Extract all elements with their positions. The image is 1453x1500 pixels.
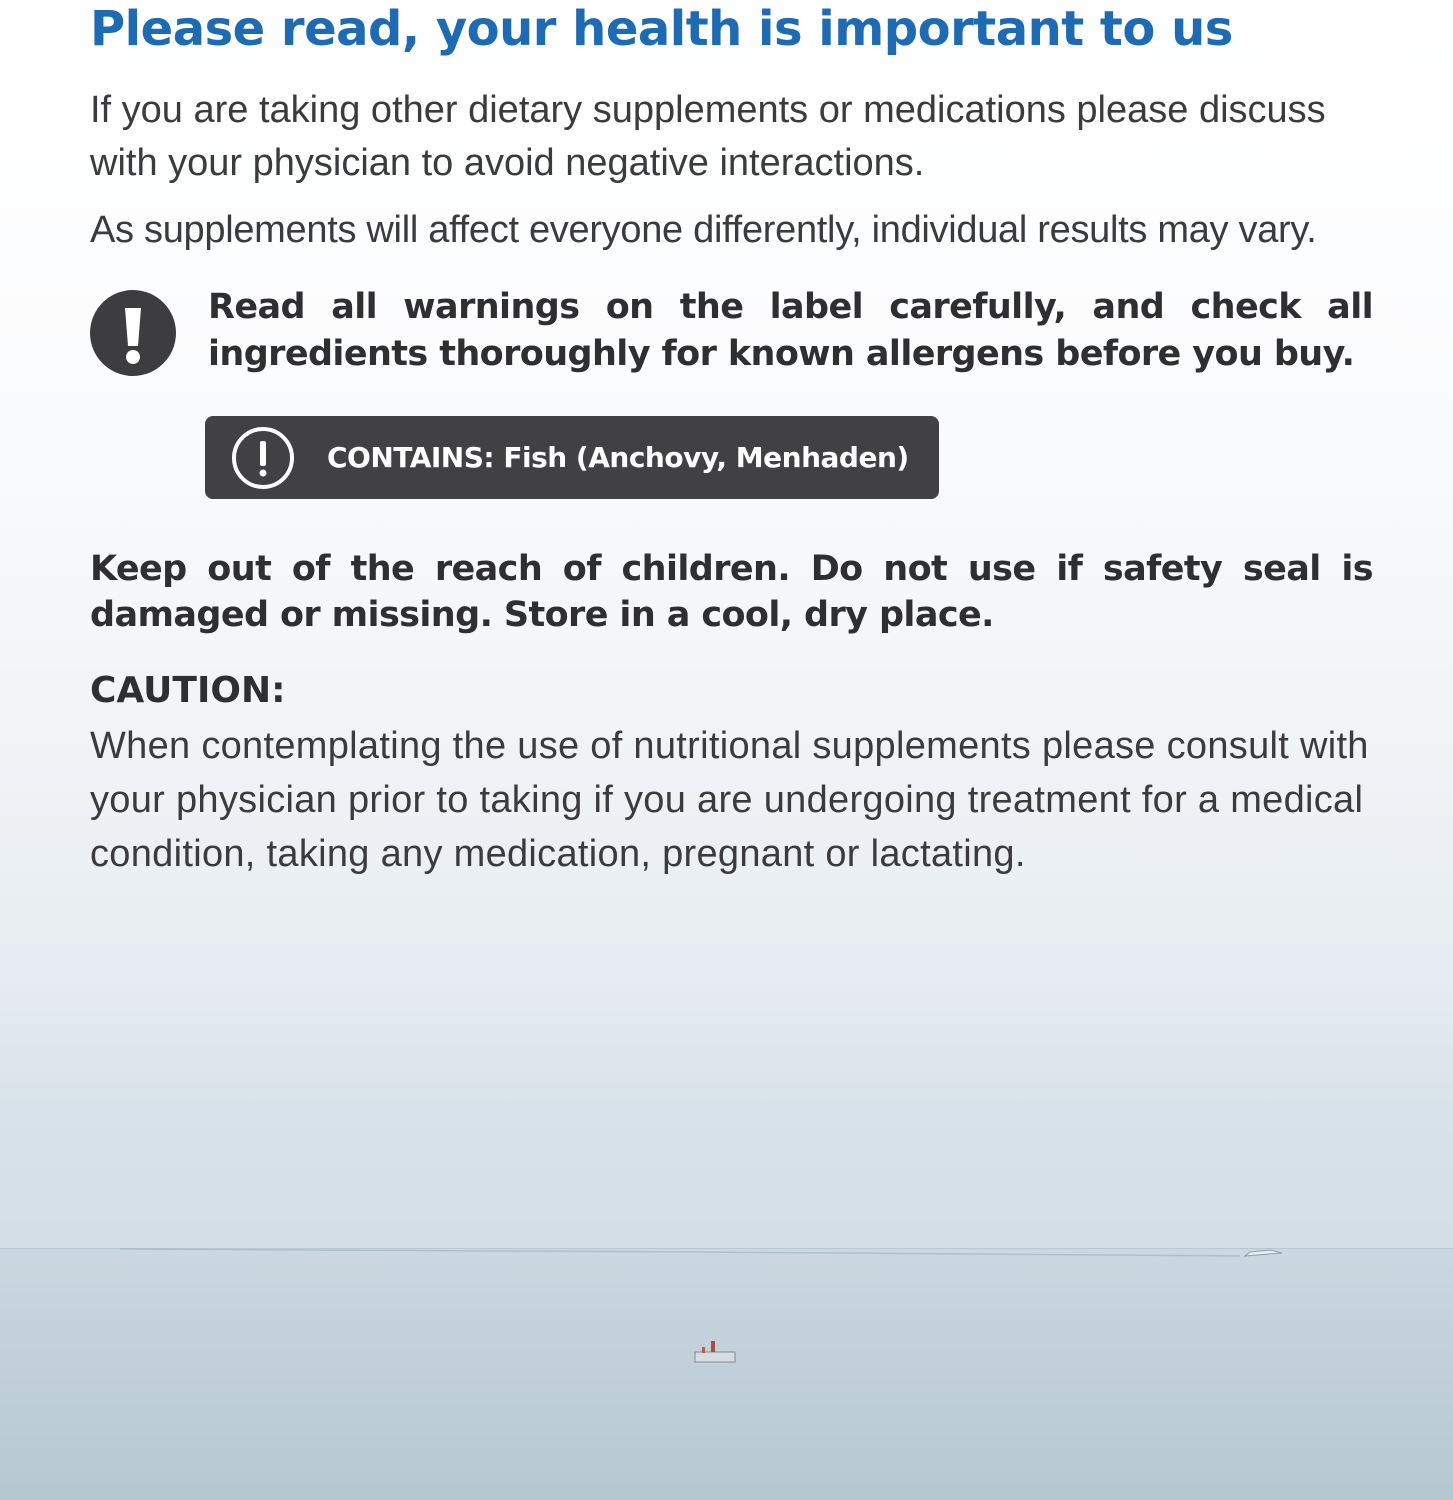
- exclamation-outline-circle-icon: [231, 426, 295, 490]
- allergen-badge: [205, 416, 939, 499]
- small-boat-shape: [695, 1341, 735, 1362]
- sea-horizon: [0, 1248, 1453, 1500]
- caution-text: When contemplating the use of nutritional supplements please consult with your physician prior to taking if you are undergoing treatment for a medical condition, taking any medication, pregnant or lactating.: [90, 725, 1369, 875]
- exclamation-circle-icon: [90, 290, 176, 376]
- allergen-warning-text: Read all warnings on the label carefully, and check all ingredients thoroughly for known allergens before you buy.: [208, 287, 1373, 374]
- speedboat-shape: [1245, 1250, 1282, 1256]
- results-vary-paragraph: As supplements will affect everyone differently, individual results may vary.: [90, 209, 1317, 251]
- supplement-interaction-paragraph: If you are taking other dietary supplements or medications please discuss with your physician to avoid negative interactions.: [90, 89, 1326, 184]
- caution-heading: CAUTION:: [90, 670, 286, 711]
- page-title: Please read, your health is important to us: [90, 1, 1233, 57]
- allergen-badge-text: CONTAINS: Fish (Anchovy, Menhaden): [327, 441, 909, 474]
- storage-notice: Keep out of the reach of children. Do not use if safety seal is damaged or missing. Store in a cool, dry place.: [90, 549, 1373, 635]
